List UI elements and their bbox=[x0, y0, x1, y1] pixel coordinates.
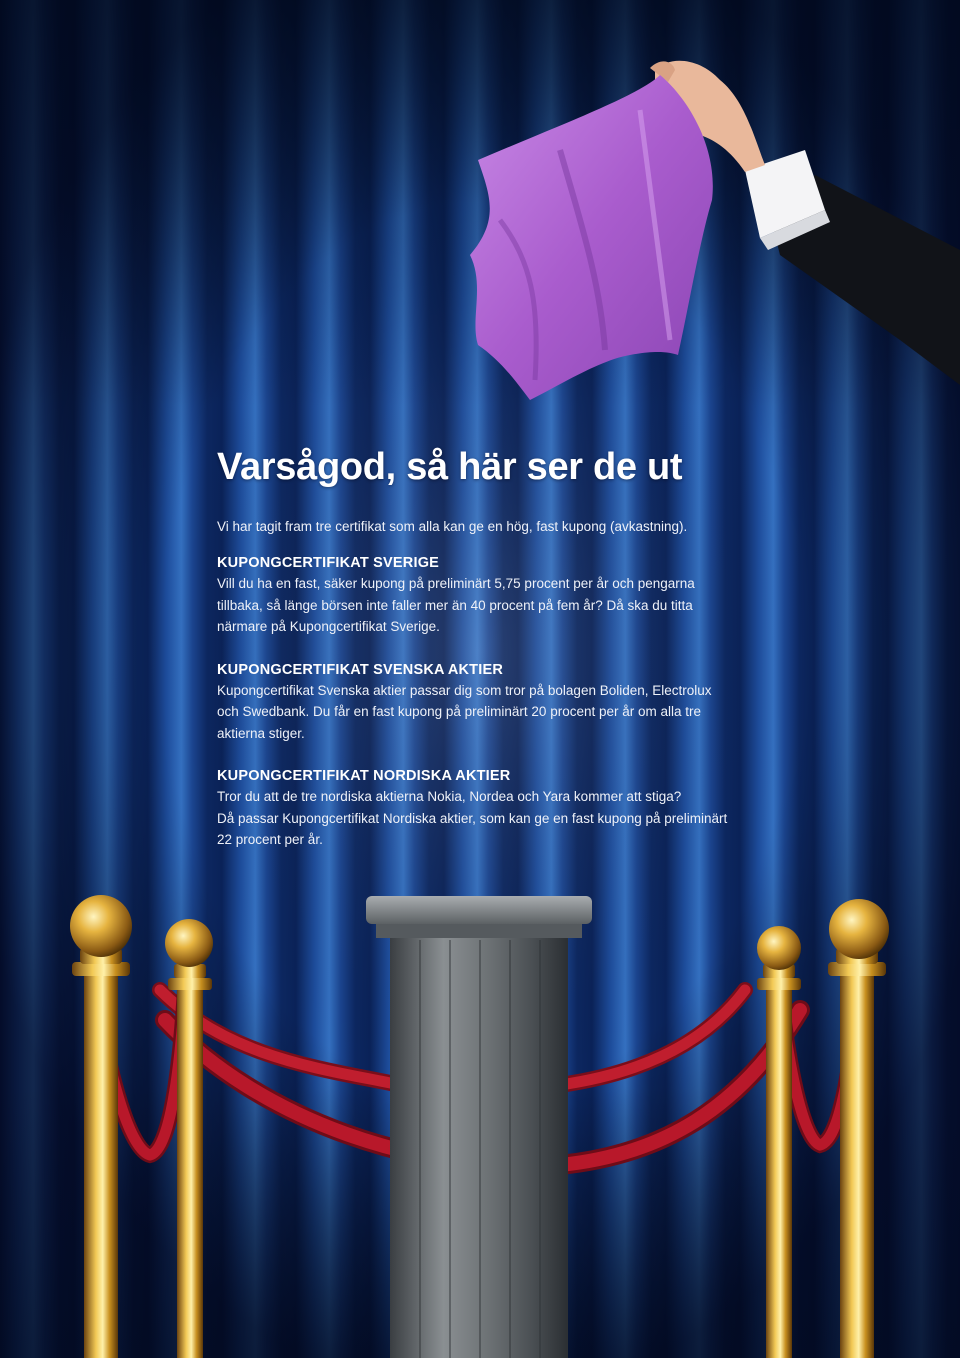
section-kupongcertifikat-sverige bbox=[217, 553, 777, 638]
body-line: tillbaka, så länge börsen inte faller mer än 40 procent på fem år? Då ska du titta bbox=[217, 597, 693, 613]
headline: Varsågod, så här ser de ut bbox=[217, 446, 683, 488]
body-line: Kupongcertifikat Svenska aktier passar dig som tror på bolagen Boliden, Electrolux bbox=[217, 682, 712, 698]
body-line: 22 procent per år. bbox=[217, 832, 323, 847]
body-line: aktierna stiger. bbox=[217, 725, 305, 741]
section-body bbox=[217, 786, 777, 851]
stone-pedestal bbox=[366, 896, 592, 1358]
section-kupongcertifikat-svenska-aktier bbox=[217, 660, 777, 745]
body-line: Tror du att de tre nordiska aktierna Nokia, Nordea och Yara kommer att stiga? bbox=[217, 789, 682, 804]
body-line: och Swedbank. Du får en fast kupong på preliminärt 20 procent per år om alla tre bbox=[217, 704, 702, 719]
section-body bbox=[217, 573, 777, 638]
body-line: Då passar Kupongcertifikat Nordiska aktier, som kan ge en fast kupong på preliminärt bbox=[217, 810, 728, 826]
text-panel bbox=[217, 444, 777, 873]
section-kupongcertifikat-nordiska-aktier bbox=[217, 766, 777, 851]
section-heading: KUPONGCERTIFIKAT NORDISKA AKTIER bbox=[217, 768, 511, 784]
body-line: närmare på Kupongcertifikat Sverige. bbox=[217, 619, 440, 634]
section-heading: KUPONGCERTIFIKAT SVERIGE bbox=[217, 555, 440, 571]
section-heading: KUPONGCERTIFIKAT SVENSKA AKTIER bbox=[217, 661, 504, 678]
section-body bbox=[217, 680, 777, 745]
intro-text: Vi har tagit fram tre certifikat som alla kan ge en hög, fast kupong (avkastning). bbox=[217, 519, 688, 534]
body-line: Vill du ha en fast, säker kupong på preliminärt 5,75 procent per år och pengarna bbox=[217, 576, 695, 591]
